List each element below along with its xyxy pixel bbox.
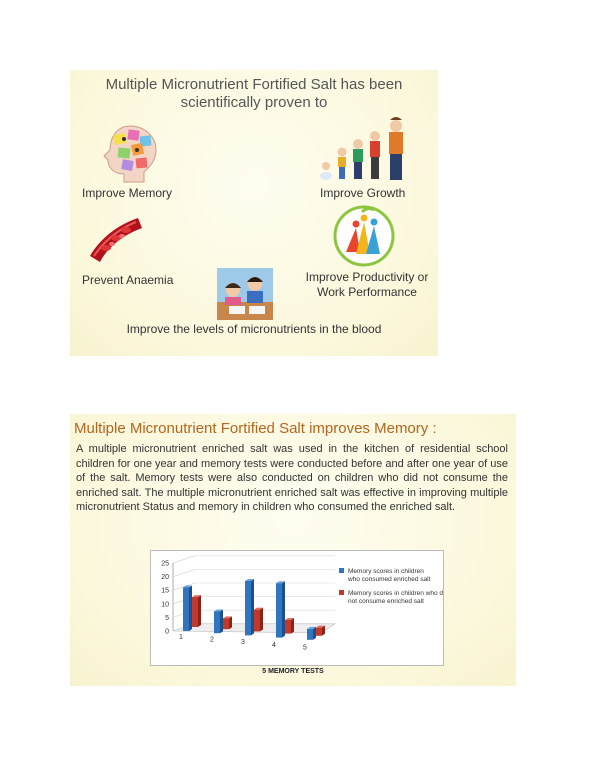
grid-line-diag <box>173 556 195 563</box>
bar-control-3 <box>254 610 260 632</box>
bar-control-5 <box>316 628 322 636</box>
growth-family-icon <box>318 114 412 184</box>
memory-body: A multiple micronutrient enriched salt was used in the kitchen of residential school children for one year and memory tests were conducted before and after one year of use of the salt. Memory tests were also conducted on children who did not consume the enriched salt. The multiple micronutrient enriched salt was effective in improving multiple micronutrient Status and memory in children who consumed the enriched salt. <box>76 443 508 513</box>
bar-control-4 <box>285 620 291 634</box>
legend-swatch <box>339 568 344 573</box>
legend-label: Memory scores in children who did <box>348 590 443 597</box>
x-tick-label: 4 <box>272 641 276 649</box>
bar-side <box>251 579 254 635</box>
productivity-icon <box>332 204 396 268</box>
blood-vessel-icon <box>84 212 144 264</box>
bar-side <box>189 585 192 631</box>
benefit-improve-growth: Improve Growth <box>320 186 406 200</box>
y-tick-label: 0 <box>165 628 169 636</box>
grid-line-diag <box>173 569 195 576</box>
y-tick-label: 20 <box>161 574 169 582</box>
bar-control-2 <box>223 618 229 629</box>
y-tick-label: 5 <box>165 614 169 622</box>
x-tick-label: 1 <box>179 634 183 641</box>
benefit-productivity-line1: Improve Productivity or <box>305 270 429 284</box>
bar-side <box>291 618 294 634</box>
children-icon <box>215 266 275 322</box>
memory-title: Multiple Micronutrient Fortified Salt improves Memory : <box>74 420 437 437</box>
benefits-title-line2: scientifically proven to <box>180 94 328 111</box>
memory-panel <box>70 414 516 686</box>
benefit-productivity-line2: Work Performance <box>317 285 417 299</box>
legend-label: not consume enriched salt <box>348 598 424 605</box>
bar-control-1 <box>192 597 198 627</box>
bar-side <box>220 609 223 633</box>
x-tick-label: 2 <box>210 636 214 644</box>
y-tick-label: 15 <box>161 587 169 595</box>
x-tick-label: 5 <box>303 644 307 652</box>
bar-enriched-5 <box>307 629 313 640</box>
bar-enriched-4 <box>276 583 282 637</box>
x-tick-label: 3 <box>241 639 245 647</box>
benefit-micronutrient-levels: Improve the levels of micronutrients in the blood <box>126 322 382 336</box>
benefits-panel <box>70 70 438 356</box>
benefit-improve-memory: Improve Memory <box>82 186 173 200</box>
bar-side <box>282 581 285 637</box>
memory-chart <box>150 550 444 666</box>
bar-enriched-3 <box>245 581 251 635</box>
legend-swatch <box>339 590 344 595</box>
chart-caption: 5 MEMORY TESTS <box>262 668 324 675</box>
benefits-title-line1: Multiple Micronutrient Fortified Salt has been <box>105 76 403 93</box>
benefit-improve-productivity <box>298 270 436 300</box>
y-tick-label: 25 <box>161 560 169 568</box>
legend-label: Memory scores in children <box>348 568 424 575</box>
y-tick-label: 10 <box>161 601 169 609</box>
bar-side <box>313 627 316 640</box>
legend-label: who consumed enriched salt <box>348 576 431 583</box>
bar-side <box>260 608 263 632</box>
bar-enriched-1 <box>183 587 189 631</box>
benefits-title <box>70 76 438 112</box>
bar-enriched-2 <box>214 611 220 633</box>
benefit-prevent-anaemia: Prevent Anaemia <box>82 273 174 287</box>
memory-chart-svg <box>151 551 443 665</box>
brain-icon <box>100 122 162 184</box>
bar-side <box>198 595 201 627</box>
bar-side <box>229 616 232 629</box>
